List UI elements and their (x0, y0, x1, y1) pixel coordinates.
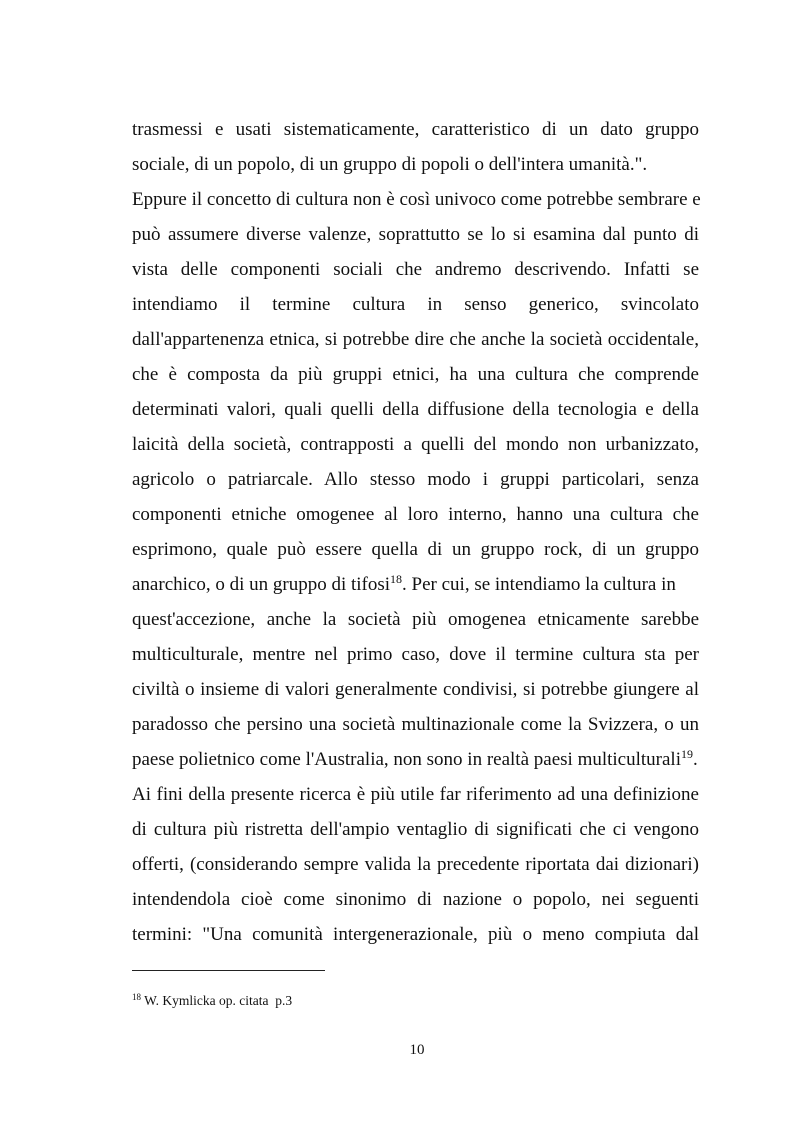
text-line-24: termini: "Una comunità intergenerazionale, più o meno compiuta dal (132, 924, 699, 945)
text-line-10: laicità della società, contrapposti a quelli del mondo non urbanizzato, (132, 434, 699, 455)
text-line-19 (132, 742, 699, 777)
text-line-14-head: anarchico, o di un gruppo di tifosi (132, 574, 391, 595)
text-line-11: agricolo o patriarcale. Allo stesso modo i gruppi particolari, senza (132, 469, 699, 490)
text-line-19-head: paese polietnico come l'Australia, non sono in realtà paesi multiculturali (132, 749, 681, 770)
text-line-22: offerti, (considerando sempre valida la precedente riportata dai dizionari) (132, 854, 699, 875)
footnote-text: W. Kymlicka op. citata p.3 (141, 993, 293, 1008)
text-line-19-tail: . (693, 749, 698, 770)
text-line-20: Ai fini della presente ricerca è più utile far riferimento ad una definizione (132, 784, 699, 805)
text-line-1: trasmessi e usati sistematicamente, caratteristico di un dato gruppo (132, 119, 699, 140)
text-line-3: Eppure il concetto di cultura non è così univoco come potrebbe sembrare e (132, 189, 701, 210)
footnote-separator (132, 970, 325, 971)
text-line-9: determinati valori, quali quelli della diffusione della tecnologia e della (132, 399, 699, 420)
text-line-14 (132, 567, 699, 602)
text-line-13: esprimono, quale può essere quella di un gruppo rock, di un gruppo (132, 539, 699, 560)
text-line-16: multiculturale, mentre nel primo caso, dove il termine cultura sta per (132, 644, 699, 665)
text-line-2: sociale, di un popolo, di un gruppo di popoli o dell'intera umanità.". (132, 154, 648, 175)
body-text (132, 112, 699, 952)
text-line-5: vista delle componenti sociali che andremo descrivendo. Infatti se (132, 259, 699, 280)
text-line-4: può assumere diverse valenze, soprattutto se lo si esamina dal punto di (132, 224, 699, 245)
text-line-17: civiltà o insieme di valori generalmente condivisi, si potrebbe giungere al (132, 679, 699, 700)
text-line-18: paradosso che persino una società multinazionale come la Svizzera, o un (132, 714, 699, 735)
text-line-6: intendiamo il termine cultura in senso generico, svincolato (132, 294, 699, 315)
text-line-21: di cultura più ristretta dell'ampio ventaglio di significati che ci vengono (132, 819, 699, 840)
footnote (132, 992, 292, 1010)
footnote-number: 18 (132, 992, 141, 1002)
footnote-ref-18[interactable]: 18 (390, 572, 403, 586)
text-line-7: dall'appartenenza etnica, si potrebbe dire che anche la società occidentale, (132, 329, 699, 350)
text-line-23: intendendola cioè come sinonimo di nazione o popolo, nei seguenti (132, 889, 699, 910)
text-line-15: quest'accezione, anche la società più omogenea etnicamente sarebbe (132, 609, 699, 630)
text-line-14-tail: . Per cui, se intendiamo la cultura in (402, 574, 676, 595)
text-line-8: che è composta da più gruppi etnici, ha una cultura che comprende (132, 364, 699, 385)
footnote-ref-19[interactable]: 19 (681, 747, 693, 761)
page-number: 10 (409, 1042, 425, 1058)
text-line-12: componenti etniche omogenee al loro interno, hanno una cultura che (132, 504, 699, 525)
